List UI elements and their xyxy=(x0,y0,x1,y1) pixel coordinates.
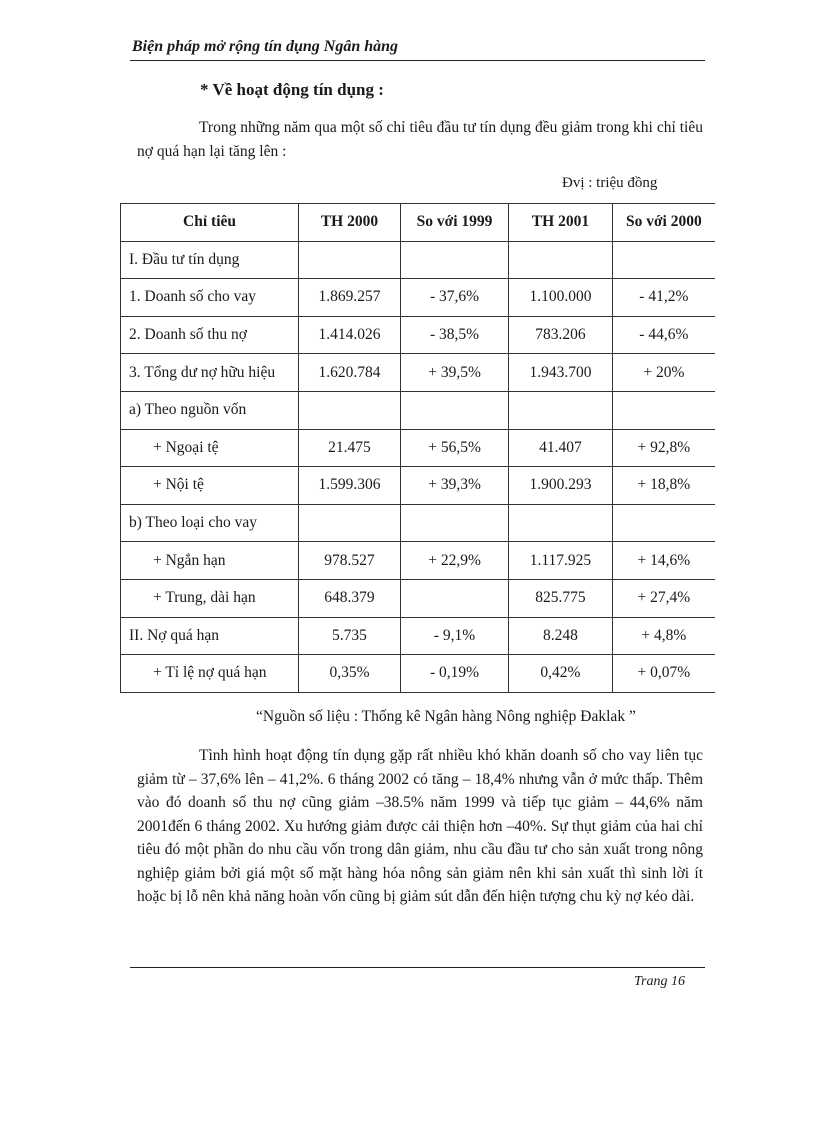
footer-divider xyxy=(130,967,705,968)
column-header: Chỉ tiêu xyxy=(121,204,299,242)
table-cell: 21.475 xyxy=(299,429,401,467)
table-cell xyxy=(509,391,612,429)
intro-paragraph: Trong những năm qua một số chỉ tiêu đầu tư tín dụng đều giảm trong khi chỉ tiêu nợ quá hạn lại tăng lên : xyxy=(137,119,703,160)
row-label: 1. Doanh số cho vay xyxy=(121,279,299,317)
column-header: So với 2000 xyxy=(612,204,715,242)
table-row xyxy=(121,617,716,655)
table-cell xyxy=(299,504,401,542)
table-cell: - 0,19% xyxy=(400,655,508,693)
column-header: TH 2000 xyxy=(299,204,401,242)
row-label: + Nội tệ xyxy=(121,467,299,505)
row-label: 2. Doanh số thu nợ xyxy=(121,316,299,354)
row-label: II. Nợ quá hạn xyxy=(121,617,299,655)
table-cell: 1.900.293 xyxy=(509,467,612,505)
table-cell xyxy=(400,241,508,279)
table-cell: 1.117.925 xyxy=(509,542,612,580)
table-row xyxy=(121,279,716,317)
table-cell: 0,42% xyxy=(509,655,612,693)
row-label: a) Theo nguồn vốn xyxy=(121,391,299,429)
table-cell xyxy=(612,241,715,279)
table-cell: 783.206 xyxy=(509,316,612,354)
table-cell xyxy=(612,504,715,542)
credit-activity-table xyxy=(120,203,715,693)
row-label: 3. Tổng dư nợ hữu hiệu xyxy=(121,354,299,392)
table-cell: 978.527 xyxy=(299,542,401,580)
table-cell: - 37,6% xyxy=(400,279,508,317)
page-header-title: Biện pháp mở rộng tín dụng Ngân hàng xyxy=(132,38,399,55)
table-cell: - 38,5% xyxy=(400,316,508,354)
table-cell xyxy=(400,504,508,542)
table-cell: 1.869.257 xyxy=(299,279,401,317)
table-cell: + 27,4% xyxy=(612,579,715,617)
section-title: * Về hoạt động tín dụng : xyxy=(200,80,384,99)
table-cell: 825.775 xyxy=(509,579,612,617)
row-label: + Ngắn hạn xyxy=(121,542,299,580)
table-row xyxy=(121,241,716,279)
table-cell: + 4,8% xyxy=(612,617,715,655)
table-cell: 1.943.700 xyxy=(509,354,612,392)
table-cell: + 39,3% xyxy=(400,467,508,505)
table-cell: + 14,6% xyxy=(612,542,715,580)
table-cell xyxy=(299,241,401,279)
table-cell: 1.414.026 xyxy=(299,316,401,354)
table-cell: - 9,1% xyxy=(400,617,508,655)
table-cell: + 56,5% xyxy=(400,429,508,467)
table-cell: + 0,07% xyxy=(612,655,715,693)
row-label: I. Đầu tư tín dụng xyxy=(121,241,299,279)
table-cell: 648.379 xyxy=(299,579,401,617)
table-row xyxy=(121,429,716,467)
row-label: b) Theo loại cho vay xyxy=(121,504,299,542)
table-cell xyxy=(612,391,715,429)
column-header: So với 1999 xyxy=(400,204,508,242)
table-row xyxy=(121,655,716,693)
table-cell: + 22,9% xyxy=(400,542,508,580)
table-body xyxy=(121,241,716,692)
table-cell: + 39,5% xyxy=(400,354,508,392)
table-row xyxy=(121,391,716,429)
table-cell: + 18,8% xyxy=(612,467,715,505)
table-cell xyxy=(400,391,508,429)
table-row xyxy=(121,467,716,505)
table-cell: 1.620.784 xyxy=(299,354,401,392)
unit-label: Đvị : triệu đồng xyxy=(562,175,658,191)
header-divider xyxy=(130,60,705,61)
table-row xyxy=(121,354,716,392)
table-cell xyxy=(299,391,401,429)
table-cell: + 20% xyxy=(612,354,715,392)
table-cell xyxy=(400,579,508,617)
page-number: Trang 16 xyxy=(634,974,685,989)
table-row xyxy=(121,542,716,580)
table-cell xyxy=(509,241,612,279)
table-row xyxy=(121,579,716,617)
table-cell: 5.735 xyxy=(299,617,401,655)
table-header-row xyxy=(121,204,716,242)
table-cell xyxy=(509,504,612,542)
table-cell: + 92,8% xyxy=(612,429,715,467)
row-label: + Tỉ lệ nợ quá hạn xyxy=(121,655,299,693)
data-source-note: “Nguồn số liệu : Thống kê Ngân hàng Nông nghiệp Đaklak ” xyxy=(256,708,636,725)
table-cell: 8.248 xyxy=(509,617,612,655)
table-row xyxy=(121,504,716,542)
table-cell: 0,35% xyxy=(299,655,401,693)
table-cell: - 41,2% xyxy=(612,279,715,317)
analysis-paragraph: Tình hình hoạt động tín dụng gặp rất nhiều khó khăn doanh số cho vay liên tục giảm từ – 37,6% lên – 41,2%. 6 tháng 2002 có tăng – 18,4% nhưng vẫn ở mức thấp. Thêm vào đó doanh số thu nợ cũng giảm –38.5% năm 1999 và tiếp tục giảm – 44,6% năm 2001đến 6 tháng 2002. Xu hướng giảm được cải thiện hơn –40%. Sự thụt giảm của hai chỉ tiêu đó một phần do nhu cầu vốn trong dân giảm, nhu cầu đầu tư cho sản xuất trong nông nghiệp giảm bởi giá một số mặt hàng hóa nông sản giảm nên khi sản xuất thì sinh lời ít hoặc bị lỗ nên khả năng hoàn vốn cũng bị giảm sút dẫn đến hiện tượng chu kỳ nợ kéo dài. xyxy=(137,747,703,905)
row-label: + Ngoại tệ xyxy=(121,429,299,467)
table-row xyxy=(121,316,716,354)
table-cell: - 44,6% xyxy=(612,316,715,354)
table-cell: 1.100.000 xyxy=(509,279,612,317)
row-label: + Trung, dài hạn xyxy=(121,579,299,617)
table-cell: 41.407 xyxy=(509,429,612,467)
column-header: TH 2001 xyxy=(509,204,612,242)
table-cell: 1.599.306 xyxy=(299,467,401,505)
